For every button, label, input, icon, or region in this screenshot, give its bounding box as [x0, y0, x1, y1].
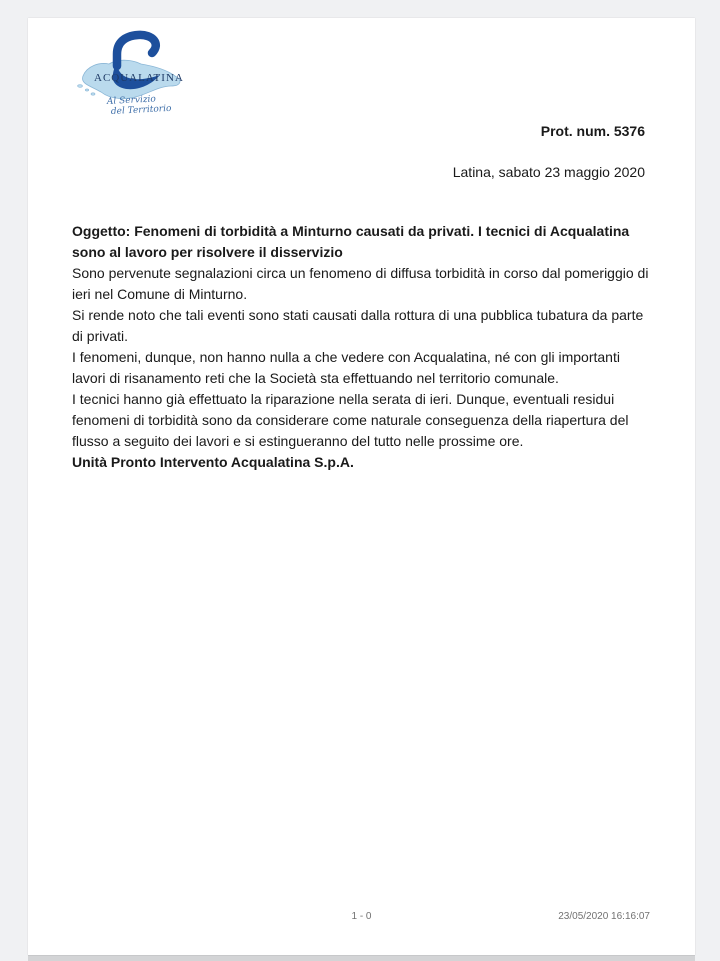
logo-tagline-line2: del Territorio — [110, 103, 172, 117]
paragraph: Sono pervenute segnalazioni circa un fenomeno di diffusa torbidità in corso dal pomeriggio di ieri nel Comune di Minturno. — [72, 265, 649, 302]
acqualatina-logo — [75, 28, 190, 120]
letter-body — [72, 221, 650, 473]
horizontal-scrollbar[interactable] — [28, 955, 695, 961]
paragraph: I fenomeni, dunque, non hanno nulla a che vedere con Acqualatina, né con gli importanti lavori di risanamento reti che la Società sta effettuando nel territorio comunale. — [72, 349, 620, 386]
logo-company-text: ACQUALATINA — [94, 72, 184, 84]
date-line: Latina, sabato 23 maggio 2020 — [452, 164, 645, 180]
paragraph: I tecnici hanno già effettuato la riparazione nella serata di ieri. Dunque, eventuali residui fenomeni di torbidità sono da considerare come naturale conseguenza della riapertura del flusso a seguito dei lavori e si estingueranno del tutto nelle prossime ore. — [72, 391, 629, 449]
paragraph: Si rende noto che tali eventi sono stati causati dalla rottura di una pubblica tubatura da parte di privati. — [72, 307, 644, 344]
signature-line: Unità Pronto Intervento Acqualatina S.p.A. — [72, 454, 354, 470]
subject-line: Oggetto: Fenomeni di torbidità a Minturno causati da privati. I tecnici di Acqualatina sono al lavoro per risolvere il disservizio — [72, 223, 630, 260]
protocol-number: Prot. num. 5376 — [540, 123, 645, 139]
logo-tagline-line1: Al Servizio — [106, 94, 157, 107]
footer-timestamp: 23/05/2020 16:16:07 — [558, 911, 650, 922]
page-indicator: 1 - 0 — [351, 911, 372, 922]
document-page — [28, 18, 695, 955]
